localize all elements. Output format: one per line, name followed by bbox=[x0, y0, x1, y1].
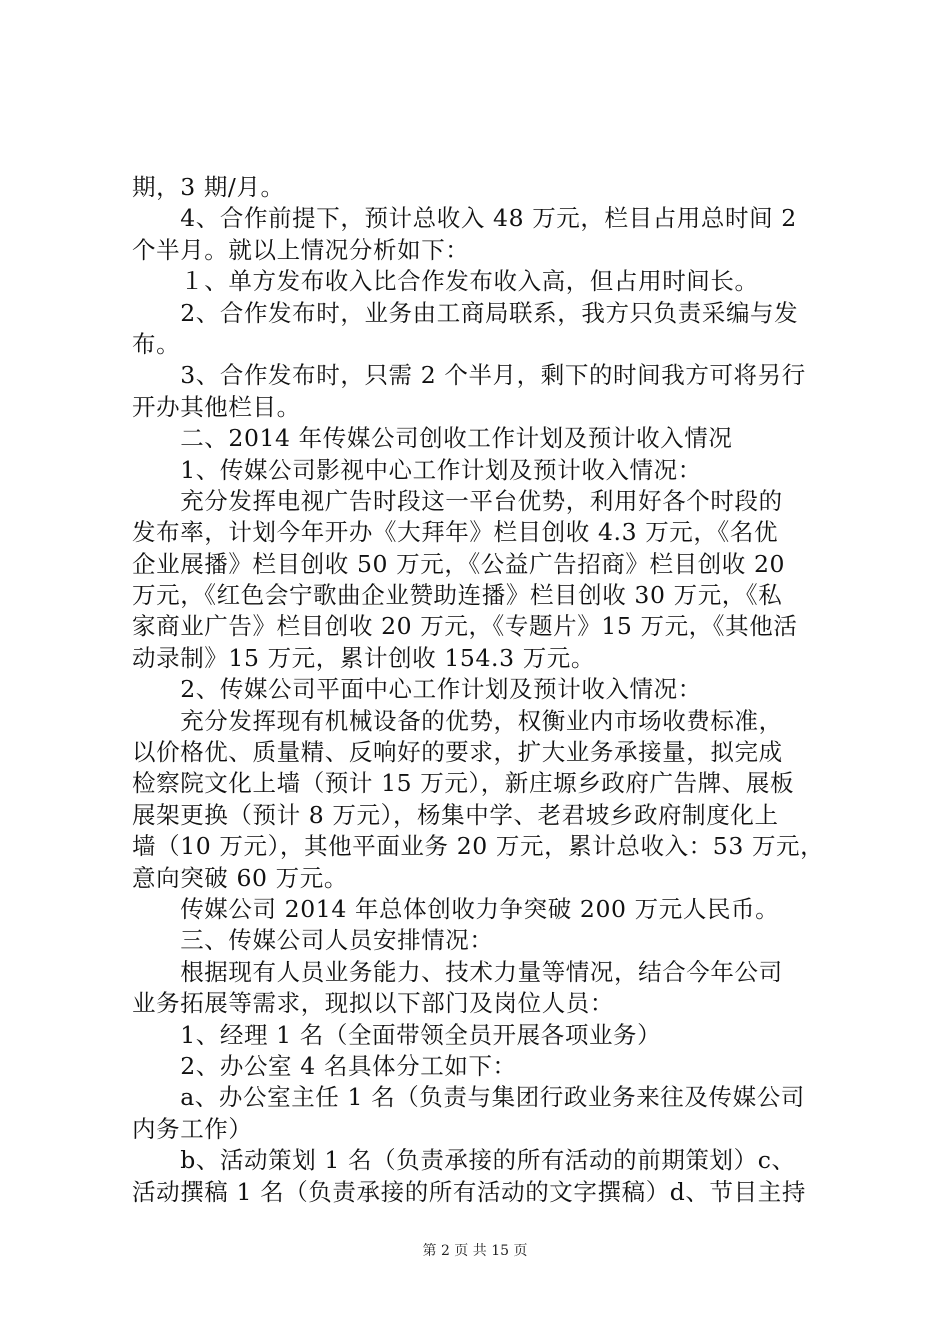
text-line: 1、经理 1 名（全面带领全员开展各项业务） bbox=[132, 1020, 662, 1049]
page-footer: 第 2 页 共 15 页 bbox=[422, 1243, 528, 1259]
text-line: 传媒公司 2014 年总体创收力争突破 200 万元人民币。 bbox=[132, 894, 780, 923]
text-line: 意向突破 60 万元。 bbox=[132, 863, 348, 892]
text-line: 活动撰稿 1 名（负责承接的所有活动的文字撰稿）d、节目主持 bbox=[132, 1177, 806, 1206]
text-line: 三、传媒公司人员安排情况： bbox=[132, 926, 494, 955]
text-line: 开办其他栏目。 bbox=[132, 392, 301, 421]
document-body bbox=[132, 172, 832, 1208]
text-line: 展架更换（预计 8 万元），杨集中学、老君坡乡政府制度化上 bbox=[132, 800, 779, 829]
text-line: １、单方发布收入比合作发布收入高，但占用时间长。 bbox=[132, 267, 759, 296]
text-line: 2、合作发布时，业务由工商局联系，我方只负责采编与发 bbox=[132, 298, 799, 327]
text-line: 充分发挥现有机械设备的优势，权衡业内市场收费标准， bbox=[132, 706, 783, 735]
text-line: 二、2014 年传媒公司创收工作计划及预计收入情况 bbox=[132, 424, 733, 453]
text-line: a、办公室主任 1 名（负责与集团行政业务来往及传媒公司 bbox=[132, 1083, 805, 1112]
text-line: 布。 bbox=[132, 329, 181, 358]
text-line: 4、合作前提下，预计总收入 48 万元，栏目占用总时间 2 bbox=[132, 204, 797, 233]
text-line: 2、办公室 4 名具体分工如下： bbox=[132, 1051, 517, 1080]
text-line: 充分发挥电视广告时段这一平台优势，利用好各个时段的 bbox=[132, 486, 783, 515]
text-line: 内务工作） bbox=[132, 1114, 253, 1143]
text-line: 个半月。就以上情况分析如下： bbox=[132, 235, 470, 264]
text-line: 企业展播》栏目创收 50 万元，《公益广告招商》栏目创收 20 bbox=[132, 549, 786, 578]
text-line: 动录制》15 万元，累计创收 154.3 万元。 bbox=[132, 643, 595, 672]
text-line: 万元，《红色会宁歌曲企业赞助连播》栏目创收 30 万元，《私 bbox=[132, 581, 783, 610]
text-line: 以价格优、质量精、反响好的要求，扩大业务承接量，拟完成 bbox=[132, 738, 783, 767]
text-line: 3、合作发布时，只需 2 个半月，剩下的时间我方可将另行 bbox=[132, 361, 806, 390]
text-line: 2、传媒公司平面中心工作计划及预计收入情况： bbox=[132, 675, 702, 704]
text-line: 业务拓展等需求，现拟以下部门及岗位人员： bbox=[132, 989, 614, 1018]
text-line: 墙（10 万元），其他平面业务 20 万元，累计总收入：53 万元， bbox=[132, 832, 825, 861]
text-line: 期，3 期/月。 bbox=[132, 173, 285, 201]
text-line: 1、传媒公司影视中心工作计划及预计收入情况： bbox=[132, 455, 702, 484]
text-line: 检察院文化上墙（预计 15 万元），新庄塬乡政府广告牌、展板 bbox=[132, 769, 795, 798]
text-line: 发布率，计划今年开办《大拜年》栏目创收 4.3 万元，《名优 bbox=[132, 518, 779, 547]
text-line: 根据现有人员业务能力、技术力量等情况，结合今年公司 bbox=[132, 957, 783, 986]
text-line: b、活动策划 1 名（负责承接的所有活动的前期策划）c、 bbox=[132, 1146, 796, 1175]
text-line: 家商业广告》栏目创收 20 万元，《专题片》15 万元，《其他活 bbox=[132, 612, 798, 641]
